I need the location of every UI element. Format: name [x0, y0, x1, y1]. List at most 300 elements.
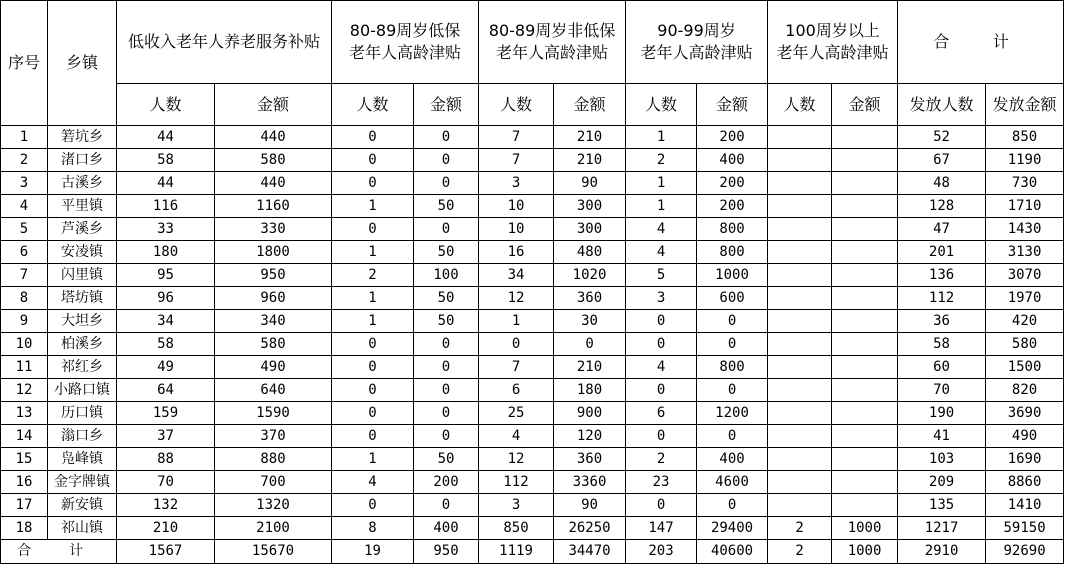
table-cell [832, 379, 898, 402]
table-cell: 95 [117, 264, 215, 287]
table-cell: 7 [479, 126, 554, 149]
total-cell: 203 [626, 540, 697, 564]
row-town: 滃口乡 [48, 425, 117, 448]
table-cell: 800 [697, 241, 768, 264]
table-cell: 4 [626, 241, 697, 264]
table-cell: 10 [479, 195, 554, 218]
table-cell: 0 [332, 172, 414, 195]
table-cell: 1 [332, 287, 414, 310]
table-cell: 23 [626, 471, 697, 494]
table-cell [768, 172, 832, 195]
table-cell: 1 [332, 310, 414, 333]
row-number: 14 [1, 425, 48, 448]
row-number: 13 [1, 402, 48, 425]
table-cell: 58 [117, 149, 215, 172]
table-cell: 950 [215, 264, 332, 287]
table-cell: 1000 [697, 264, 768, 287]
table-cell: 88 [117, 448, 215, 471]
table-cell: 2 [626, 448, 697, 471]
header-group-80-89-dibao [332, 1, 479, 84]
table-cell: 0 [414, 379, 479, 402]
table-cell: 0 [554, 333, 626, 356]
row-number: 18 [1, 517, 48, 540]
total-cell: 92690 [986, 540, 1064, 564]
table-cell [832, 471, 898, 494]
table-cell [832, 241, 898, 264]
table-cell: 0 [697, 379, 768, 402]
table-cell: 58 [117, 333, 215, 356]
table-row [1, 218, 1064, 241]
table-cell [768, 356, 832, 379]
table-cell: 850 [479, 517, 554, 540]
table-row [1, 126, 1064, 149]
table-cell: 34 [117, 310, 215, 333]
table-cell: 730 [986, 172, 1064, 195]
table-cell [768, 333, 832, 356]
table-cell: 0 [332, 126, 414, 149]
table-cell: 49 [117, 356, 215, 379]
table-cell [768, 149, 832, 172]
subheader-cell: 金额 [697, 84, 768, 126]
table-row [1, 425, 1064, 448]
table-cell: 0 [626, 425, 697, 448]
table-cell: 600 [697, 287, 768, 310]
table-cell: 1 [332, 241, 414, 264]
table-cell: 1 [626, 195, 697, 218]
table-cell [832, 402, 898, 425]
table-cell: 50 [414, 287, 479, 310]
table-cell: 820 [986, 379, 1064, 402]
table-cell: 0 [332, 494, 414, 517]
table-cell [832, 287, 898, 310]
table-cell [768, 310, 832, 333]
table-cell: 0 [332, 218, 414, 241]
table-cell: 47 [898, 218, 986, 241]
table-cell: 103 [898, 448, 986, 471]
table-cell: 1020 [554, 264, 626, 287]
table-cell: 3 [479, 172, 554, 195]
table-cell: 3130 [986, 241, 1064, 264]
table-cell: 1 [332, 195, 414, 218]
table-cell: 4 [332, 471, 414, 494]
row-number: 16 [1, 471, 48, 494]
table-cell: 200 [697, 195, 768, 218]
table-cell: 0 [332, 379, 414, 402]
row-number: 7 [1, 264, 48, 287]
table-row [1, 172, 1064, 195]
table-cell: 6 [479, 379, 554, 402]
table-cell: 1 [626, 126, 697, 149]
subheader-cell: 金额 [554, 84, 626, 126]
group-line1: 80-89周岁非低保 [488, 21, 616, 40]
table-cell: 6 [626, 402, 697, 425]
row-town: 平里镇 [48, 195, 117, 218]
table-cell: 50 [414, 448, 479, 471]
table-cell: 580 [215, 149, 332, 172]
table-cell: 0 [414, 149, 479, 172]
table-row [1, 471, 1064, 494]
table-cell [768, 126, 832, 149]
table-cell: 2 [626, 149, 697, 172]
table-row [1, 379, 1064, 402]
table-cell: 0 [414, 425, 479, 448]
table-cell: 1000 [832, 517, 898, 540]
table-cell: 490 [986, 425, 1064, 448]
table-cell [832, 448, 898, 471]
table-cell: 59150 [986, 517, 1064, 540]
table-cell: 190 [898, 402, 986, 425]
table-cell: 2 [332, 264, 414, 287]
table-cell: 10 [479, 218, 554, 241]
table-cell: 0 [332, 356, 414, 379]
subheader-cell: 人数 [117, 84, 215, 126]
table-cell: 0 [479, 333, 554, 356]
table-cell: 480 [554, 241, 626, 264]
table-cell: 340 [215, 310, 332, 333]
table-cell: 50 [414, 310, 479, 333]
table-cell [768, 402, 832, 425]
table-cell: 4 [479, 425, 554, 448]
table-cell [768, 195, 832, 218]
header-group-low-income [117, 1, 332, 84]
total-cell: 19 [332, 540, 414, 564]
table-cell [832, 149, 898, 172]
group-line1: 低收入老年人养老服务补贴 [128, 32, 321, 51]
table-cell: 29400 [697, 517, 768, 540]
table-row [1, 195, 1064, 218]
header-group-100-plus [768, 1, 898, 84]
table-cell: 36 [898, 310, 986, 333]
table-cell: 200 [414, 471, 479, 494]
table-row [1, 494, 1064, 517]
table-cell [832, 172, 898, 195]
table-cell: 0 [697, 310, 768, 333]
table-cell: 440 [215, 126, 332, 149]
table-cell: 1690 [986, 448, 1064, 471]
table-cell [832, 425, 898, 448]
table-cell: 0 [414, 402, 479, 425]
table-cell: 640 [215, 379, 332, 402]
table-cell [768, 494, 832, 517]
row-number: 2 [1, 149, 48, 172]
table-cell: 96 [117, 287, 215, 310]
table-cell: 0 [626, 379, 697, 402]
table-cell: 90 [554, 494, 626, 517]
table-cell: 0 [414, 356, 479, 379]
table-cell [832, 310, 898, 333]
row-number: 5 [1, 218, 48, 241]
table-cell: 850 [986, 126, 1064, 149]
row-town: 柏溪乡 [48, 333, 117, 356]
table-cell: 64 [117, 379, 215, 402]
table-cell [832, 195, 898, 218]
header-seq: 序号 [1, 1, 48, 126]
table-cell: 490 [215, 356, 332, 379]
total-cell: 1119 [479, 540, 554, 564]
table-cell: 0 [332, 149, 414, 172]
subheader-cell: 金额 [215, 84, 332, 126]
table-cell: 1 [479, 310, 554, 333]
table-cell: 70 [898, 379, 986, 402]
table-cell [768, 471, 832, 494]
header-group-80-89-non-dibao [479, 1, 626, 84]
subheader-cell: 发放人数 [898, 84, 986, 126]
table-cell: 1800 [215, 241, 332, 264]
row-town: 历口镇 [48, 402, 117, 425]
table-cell: 136 [898, 264, 986, 287]
table-cell: 132 [117, 494, 215, 517]
row-town: 安凌镇 [48, 241, 117, 264]
total-label [1, 540, 117, 564]
total-cell: 950 [414, 540, 479, 564]
header-group-total [898, 1, 1064, 84]
table-row [1, 149, 1064, 172]
table-cell: 360 [554, 448, 626, 471]
table-cell: 37 [117, 425, 215, 448]
table-cell: 800 [697, 218, 768, 241]
row-town: 小路口镇 [48, 379, 117, 402]
table-cell: 0 [332, 333, 414, 356]
table-cell: 116 [117, 195, 215, 218]
total-cell: 15670 [215, 540, 332, 564]
table-cell: 360 [554, 287, 626, 310]
table-cell [832, 333, 898, 356]
table-cell: 128 [898, 195, 986, 218]
group-total-label: 合 计 [933, 32, 1028, 51]
table-cell: 330 [215, 218, 332, 241]
table-row [1, 287, 1064, 310]
table-cell: 120 [554, 425, 626, 448]
table-row [1, 448, 1064, 471]
row-town: 凫峰镇 [48, 448, 117, 471]
table-cell: 16 [479, 241, 554, 264]
table-cell: 3070 [986, 264, 1064, 287]
group-line2: 老年人高龄津贴 [640, 43, 753, 62]
table-cell: 4600 [697, 471, 768, 494]
table-cell: 5 [626, 264, 697, 287]
table-cell: 147 [626, 517, 697, 540]
table-cell: 880 [215, 448, 332, 471]
table-cell: 0 [414, 218, 479, 241]
table-cell: 201 [898, 241, 986, 264]
row-town: 芦溪乡 [48, 218, 117, 241]
row-number: 8 [1, 287, 48, 310]
table-cell [832, 264, 898, 287]
table-cell: 180 [554, 379, 626, 402]
row-number: 9 [1, 310, 48, 333]
table-row [1, 241, 1064, 264]
table-cell: 0 [697, 494, 768, 517]
table-cell: 1200 [697, 402, 768, 425]
table-cell [768, 287, 832, 310]
total-cell: 1000 [832, 540, 898, 564]
table-row [1, 402, 1064, 425]
table-cell: 3 [479, 494, 554, 517]
table-cell: 4 [626, 218, 697, 241]
table-cell: 0 [626, 494, 697, 517]
table-cell: 1320 [215, 494, 332, 517]
table-cell: 1217 [898, 517, 986, 540]
total-label-text: 合 计 [17, 543, 100, 559]
table-cell: 370 [215, 425, 332, 448]
table-cell [768, 218, 832, 241]
table-cell: 0 [414, 333, 479, 356]
table-cell [832, 356, 898, 379]
table-row [1, 356, 1064, 379]
table-cell: 33 [117, 218, 215, 241]
table-cell: 1590 [215, 402, 332, 425]
table-cell: 800 [697, 356, 768, 379]
table-cell: 2 [768, 517, 832, 540]
table-cell: 1160 [215, 195, 332, 218]
subheader-cell: 金额 [832, 84, 898, 126]
total-cell: 2 [768, 540, 832, 564]
header-town: 乡镇 [48, 1, 117, 126]
table-cell: 0 [414, 494, 479, 517]
table-cell [768, 448, 832, 471]
table-header [1, 1, 1064, 126]
total-cell: 34470 [554, 540, 626, 564]
table-cell: 44 [117, 172, 215, 195]
table-cell: 210 [554, 356, 626, 379]
table-cell: 580 [986, 333, 1064, 356]
row-town: 渚口乡 [48, 149, 117, 172]
table-cell: 7 [479, 149, 554, 172]
table-cell: 0 [697, 333, 768, 356]
total-row [1, 540, 1064, 564]
row-town: 新安镇 [48, 494, 117, 517]
table-cell: 210 [117, 517, 215, 540]
table-cell [768, 241, 832, 264]
table-cell: 700 [215, 471, 332, 494]
subheader-cell: 人数 [332, 84, 414, 126]
table-cell: 440 [215, 172, 332, 195]
row-number: 17 [1, 494, 48, 517]
table-cell: 0 [626, 333, 697, 356]
table-cell: 0 [332, 402, 414, 425]
table-cell: 48 [898, 172, 986, 195]
table-cell: 200 [697, 126, 768, 149]
table-cell [832, 218, 898, 241]
table-cell: 209 [898, 471, 986, 494]
table-cell: 1970 [986, 287, 1064, 310]
table-row [1, 333, 1064, 356]
group-line2: 老年人高龄津贴 [496, 43, 609, 62]
subheader-cell: 金额 [414, 84, 479, 126]
table-cell [768, 379, 832, 402]
table-cell [768, 264, 832, 287]
table-cell: 400 [414, 517, 479, 540]
row-number: 10 [1, 333, 48, 356]
row-town: 箬坑乡 [48, 126, 117, 149]
row-town: 大坦乡 [48, 310, 117, 333]
table-row [1, 264, 1064, 287]
table-cell: 0 [697, 425, 768, 448]
table-cell: 135 [898, 494, 986, 517]
row-town: 祁山镇 [48, 517, 117, 540]
table-cell: 1 [626, 172, 697, 195]
table-cell: 50 [414, 241, 479, 264]
row-number: 12 [1, 379, 48, 402]
table-cell: 1190 [986, 149, 1064, 172]
row-number: 4 [1, 195, 48, 218]
table-cell: 3360 [554, 471, 626, 494]
table-cell: 112 [479, 471, 554, 494]
table-cell: 70 [117, 471, 215, 494]
table-cell: 3 [626, 287, 697, 310]
table-cell: 180 [117, 241, 215, 264]
table-cell: 30 [554, 310, 626, 333]
table-cell: 0 [332, 425, 414, 448]
table-cell: 1710 [986, 195, 1064, 218]
row-number: 11 [1, 356, 48, 379]
table-cell: 1410 [986, 494, 1064, 517]
table-cell: 112 [898, 287, 986, 310]
table-cell: 34 [479, 264, 554, 287]
table-cell: 1500 [986, 356, 1064, 379]
row-town: 古溪乡 [48, 172, 117, 195]
table-cell: 41 [898, 425, 986, 448]
table-cell: 300 [554, 195, 626, 218]
table-cell: 200 [697, 172, 768, 195]
table-cell: 8860 [986, 471, 1064, 494]
subheader-cell: 发放金额 [986, 84, 1064, 126]
table-cell: 4 [626, 356, 697, 379]
table-cell: 100 [414, 264, 479, 287]
table-body [1, 126, 1064, 540]
table-cell: 25 [479, 402, 554, 425]
table-row [1, 310, 1064, 333]
table-cell [832, 494, 898, 517]
table-cell: 44 [117, 126, 215, 149]
table-cell: 0 [414, 126, 479, 149]
table-cell: 2100 [215, 517, 332, 540]
table-cell: 210 [554, 126, 626, 149]
table-cell: 0 [414, 172, 479, 195]
group-line1: 100周岁以上 [785, 21, 880, 40]
table-cell: 580 [215, 333, 332, 356]
table-cell: 3690 [986, 402, 1064, 425]
subheader-cell: 人数 [768, 84, 832, 126]
table-cell: 210 [554, 149, 626, 172]
table-cell: 60 [898, 356, 986, 379]
table-cell: 900 [554, 402, 626, 425]
table-cell [768, 425, 832, 448]
total-cell: 2910 [898, 540, 986, 564]
header-group-90-99 [626, 1, 768, 84]
table-cell: 7 [479, 356, 554, 379]
table-cell: 1 [332, 448, 414, 471]
total-cell: 40600 [697, 540, 768, 564]
group-line2: 老年人高龄津贴 [776, 43, 889, 62]
table-cell: 67 [898, 149, 986, 172]
table-cell: 58 [898, 333, 986, 356]
table-cell: 12 [479, 448, 554, 471]
row-town: 闪里镇 [48, 264, 117, 287]
table-footer [1, 540, 1064, 564]
table-cell: 26250 [554, 517, 626, 540]
subheader-cell: 人数 [479, 84, 554, 126]
group-line1: 90-99周岁 [657, 21, 736, 40]
table-cell: 400 [697, 149, 768, 172]
table-cell: 50 [414, 195, 479, 218]
group-line1: 80-89周岁低保 [349, 21, 461, 40]
table-cell: 1430 [986, 218, 1064, 241]
row-number: 15 [1, 448, 48, 471]
table-cell: 420 [986, 310, 1064, 333]
table-cell: 960 [215, 287, 332, 310]
subheader-cell: 人数 [626, 84, 697, 126]
